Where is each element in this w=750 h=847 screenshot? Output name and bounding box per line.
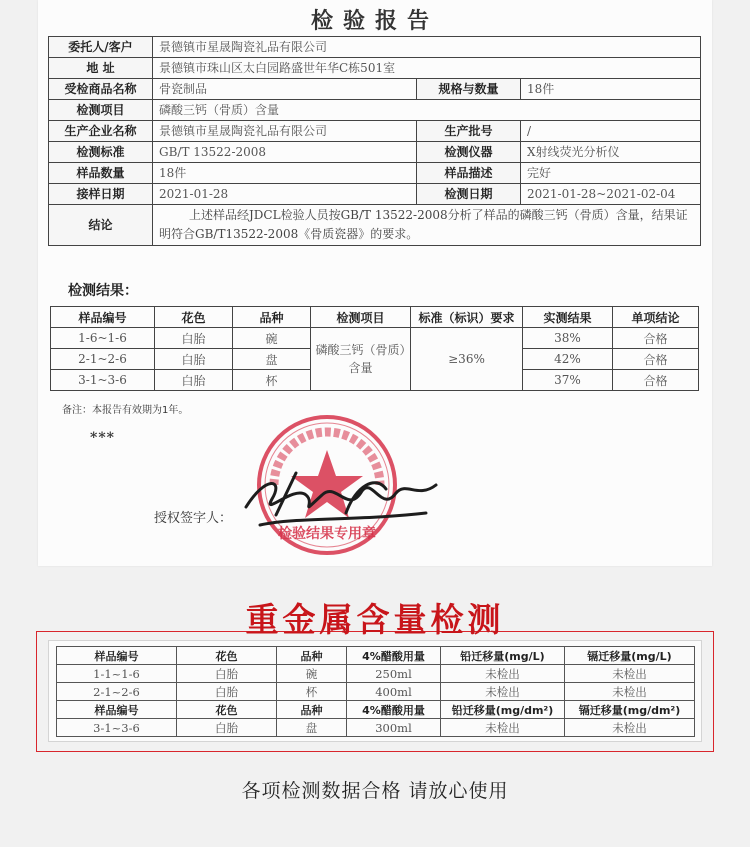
seal-text: 检验结果专用章 xyxy=(278,526,376,542)
info-row xyxy=(49,79,701,100)
item-label: 检测项目 xyxy=(49,100,153,121)
table-row xyxy=(51,328,699,349)
header-cell: 镉迁移量(mg/L) xyxy=(565,647,695,665)
heavy-metal-title: 重金属含量检测 xyxy=(245,600,505,639)
header-cell: 4%醋酸用量 xyxy=(347,701,441,719)
sample-id: 1-6~1-6 xyxy=(51,328,155,349)
sample-date-label: 接样日期 xyxy=(49,184,153,205)
verdict: 合格 xyxy=(613,370,699,391)
table-row xyxy=(57,683,695,701)
client-value: 景德镇市星晟陶瓷礼品有限公司 xyxy=(153,37,701,58)
info-row xyxy=(49,184,701,205)
sample-color: 白胎 xyxy=(177,683,277,701)
cadmium-migration: 未检出 xyxy=(565,665,695,683)
lead-migration: 未检出 xyxy=(441,665,565,683)
sample-kind: 杯 xyxy=(277,683,347,701)
sample-kind: 杯 xyxy=(233,370,311,391)
masked-name: *** xyxy=(90,430,115,446)
validity-note: 备注：本报告有效期为1年。 xyxy=(62,405,189,416)
header-cell: 品种 xyxy=(277,647,347,665)
info-row xyxy=(49,58,701,79)
maker-value: 景德镇市星晟陶瓷礼品有限公司 xyxy=(153,121,417,142)
header-cell: 样品编号 xyxy=(57,701,177,719)
inspection-report xyxy=(38,0,712,566)
heavy-metal-header-row xyxy=(57,647,695,665)
sample-color: 白胎 xyxy=(155,370,233,391)
header-cell: 标准（标识）要求 xyxy=(411,307,523,328)
item-value: 磷酸三钙（骨质）含量 xyxy=(153,100,701,121)
table-row xyxy=(57,665,695,683)
verdict: 合格 xyxy=(613,349,699,370)
results-title: 检测结果： xyxy=(68,283,138,299)
maker-label: 生产企业名称 xyxy=(49,121,153,142)
sample-kind: 盘 xyxy=(277,719,347,737)
sample-id: 2-1~2-6 xyxy=(51,349,155,370)
info-row xyxy=(49,37,701,58)
sample-id: 1-1~1-6 xyxy=(57,665,177,683)
spec-value: 18件 xyxy=(521,79,701,100)
header-cell: 样品编号 xyxy=(57,647,177,665)
standard-label: 检测标准 xyxy=(49,142,153,163)
sample-color: 白胎 xyxy=(155,349,233,370)
info-row xyxy=(49,121,701,142)
quantity-value: 18件 xyxy=(153,163,417,184)
acid-volume: 250ml xyxy=(347,665,441,683)
header-cell: 铅迁移量(mg/dm²) xyxy=(441,701,565,719)
standard-value: GB/T 13522-2008 xyxy=(153,142,417,163)
header-cell: 花色 xyxy=(177,701,277,719)
test-date-label: 检测日期 xyxy=(417,184,521,205)
header-cell: 4%醋酸用量 xyxy=(347,647,441,665)
cadmium-migration: 未检出 xyxy=(565,683,695,701)
cadmium-migration: 未检出 xyxy=(565,719,695,737)
product-label: 受检商品名称 xyxy=(49,79,153,100)
acid-volume: 400ml xyxy=(347,683,441,701)
measured-result: 38% xyxy=(523,328,613,349)
sample-color: 白胎 xyxy=(177,719,277,737)
address-label: 地 址 xyxy=(49,58,153,79)
header-cell: 实测结果 xyxy=(523,307,613,328)
results-header-row xyxy=(51,307,699,328)
batch-label: 生产批号 xyxy=(417,121,521,142)
instrument-value: X射线荧光分析仪 xyxy=(521,142,701,163)
signatory-label: 授权签字人： xyxy=(154,511,233,526)
footer-message: 各项检测数据合格 请放心使用 xyxy=(241,780,509,802)
spec-label: 规格与数量 xyxy=(417,79,521,100)
test-item: 磷酸三钙（骨质）含量 xyxy=(311,328,411,391)
heavy-metal-header-row xyxy=(57,701,695,719)
desc-label: 样品描述 xyxy=(417,163,521,184)
conclusion-text: 上述样品经JDCL检验人员按GB/T 13522-2008分析了样品的磷酸三钙（骨质）含量，结果证明符合GB/T13522-2008《骨质瓷器》的要求。 xyxy=(153,205,701,246)
sample-kind: 碗 xyxy=(277,665,347,683)
sample-kind: 盘 xyxy=(233,349,311,370)
instrument-label: 检测仪器 xyxy=(417,142,521,163)
measured-result: 42% xyxy=(523,349,613,370)
batch-value: / xyxy=(521,121,701,142)
quantity-label: 样品数量 xyxy=(49,163,153,184)
requirement: ≥36% xyxy=(411,328,523,391)
sample-date-value: 2021-01-28 xyxy=(153,184,417,205)
lead-migration: 未检出 xyxy=(441,683,565,701)
info-row xyxy=(49,142,701,163)
header-cell: 花色 xyxy=(177,647,277,665)
info-row xyxy=(49,163,701,184)
product-value: 骨瓷制品 xyxy=(153,79,417,100)
header-cell: 铅迁移量(mg/L) xyxy=(441,647,565,665)
header-cell: 品种 xyxy=(277,701,347,719)
sample-kind: 碗 xyxy=(233,328,311,349)
report-info-table xyxy=(48,36,701,246)
results-table xyxy=(50,306,699,391)
handwritten-signature xyxy=(236,455,446,535)
address-value: 景德镇市珠山区太白园路盛世年华C栋501室 xyxy=(153,58,701,79)
acid-volume: 300ml xyxy=(347,719,441,737)
header-cell: 检测项目 xyxy=(311,307,411,328)
heavy-metal-table xyxy=(56,646,695,737)
header-cell: 花色 xyxy=(155,307,233,328)
header-cell: 镉迁移量(mg/dm²) xyxy=(565,701,695,719)
header-cell: 样品编号 xyxy=(51,307,155,328)
lead-migration: 未检出 xyxy=(441,719,565,737)
test-date-value: 2021-01-28~2021-02-04 xyxy=(521,184,701,205)
client-label: 委托人/客户 xyxy=(49,37,153,58)
info-row xyxy=(49,205,701,246)
conclusion-label: 结论 xyxy=(49,205,153,246)
measured-result: 37% xyxy=(523,370,613,391)
report-title: 检验报告 xyxy=(310,8,439,34)
sample-color: 白胎 xyxy=(177,665,277,683)
header-cell: 品种 xyxy=(233,307,311,328)
info-row xyxy=(49,100,701,121)
sample-id: 3-1~3-6 xyxy=(51,370,155,391)
sample-id: 2-1~2-6 xyxy=(57,683,177,701)
verdict: 合格 xyxy=(613,328,699,349)
desc-value: 完好 xyxy=(521,163,701,184)
sample-color: 白胎 xyxy=(155,328,233,349)
sample-id: 3-1~3-6 xyxy=(57,719,177,737)
header-cell: 单项结论 xyxy=(613,307,699,328)
table-row xyxy=(57,719,695,737)
